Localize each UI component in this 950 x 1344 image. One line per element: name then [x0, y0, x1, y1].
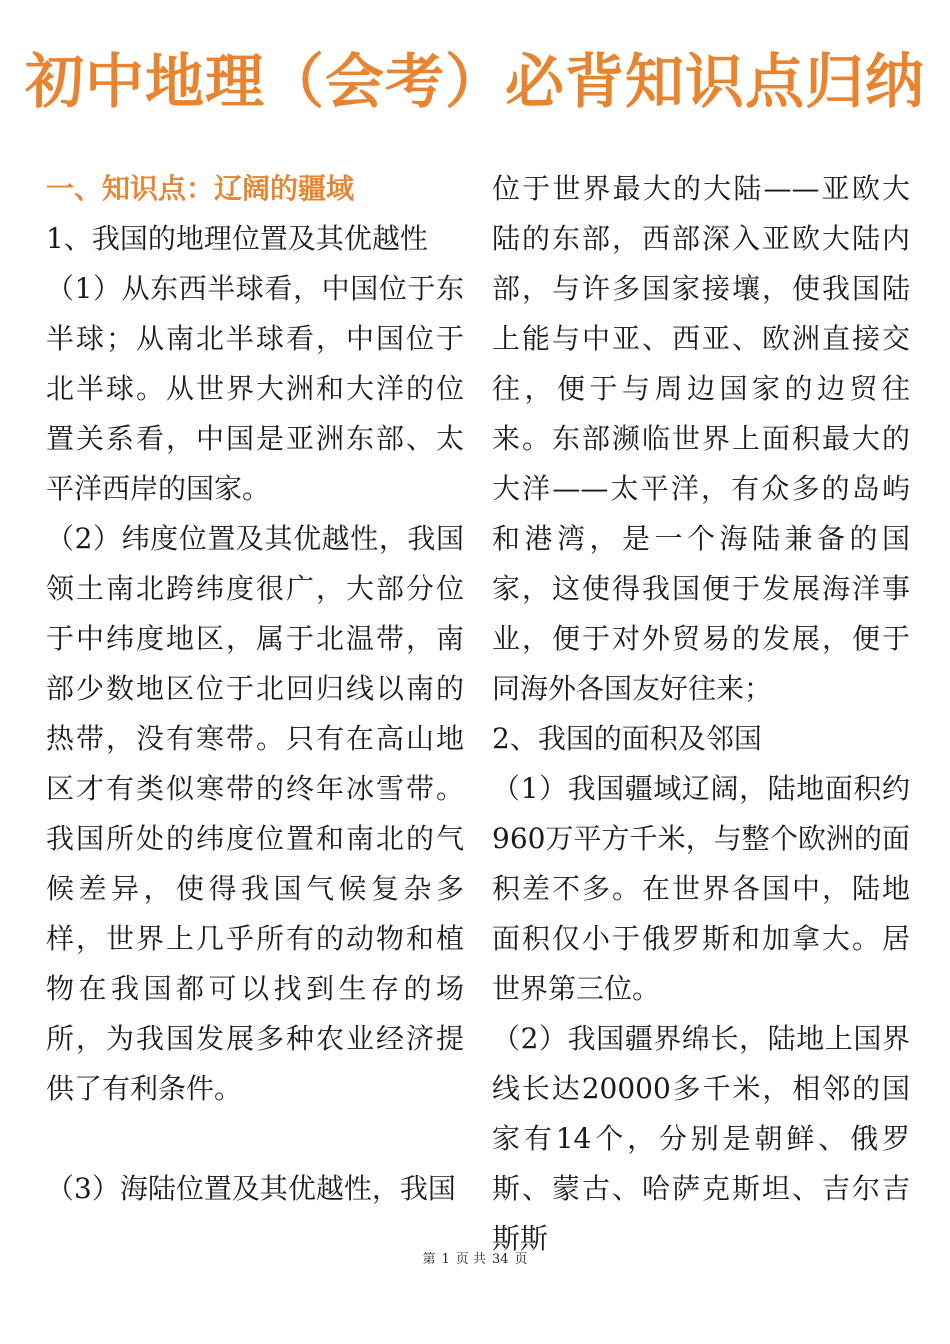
page-mid: 页 共 — [455, 1252, 486, 1267]
paragraph-2: （2）纬度位置及其优越性，我国领土南北跨纬度很广，大部分位于中纬度地区，属于北温带，南部少数地区位于北回归线以南的热带，没有寒带。只有在高山地区才有类似寒带的终年冰雪带。我国所处的纬度位置和南北的气候差异，使得我国气候复杂多样，世界上几乎所有的动物和植物在我国都可以找到生存的场所，为我国发展多种农业经济提供了有利条件。 — [46, 522, 464, 1105]
page-suffix: 页 — [514, 1252, 528, 1267]
item2-heading: 2、我国的面积及邻国 — [492, 722, 762, 755]
item1-heading: 1、我国的地理位置及其优越性 — [46, 222, 428, 255]
total-pages: 34 — [491, 1252, 509, 1267]
page-footer — [0, 1248, 950, 1267]
paragraph-3: （3）海陆位置及其优越性，我国 — [46, 1172, 456, 1205]
page-number: 1 — [441, 1252, 450, 1267]
paragraph-gap — [46, 1114, 464, 1164]
paragraph-4: （1）我国疆域辽阔，陆地面积约960万平方千米，与整个欧洲的面积差不多。在世界各国中，陆地面积仅小于俄罗斯和加拿大。居世界第三位。 — [492, 772, 910, 1005]
page-prefix: 第 — [422, 1252, 436, 1267]
paragraph-5: （2）我国疆界绵长，陆地上国界线长达20000多千米，相邻的国家有14个，分别是朝鲜、俄罗斯、蒙古、哈萨克斯坦、吉尔吉斯斯 — [492, 1022, 910, 1255]
section-heading: 一、知识点：辽阔的疆域 — [46, 172, 355, 205]
document-title: 初中地理（会考）必背知识点归纳 — [24, 47, 925, 116]
paragraph-1: （1）从东西半球看，中国位于东半球；从南北半球看，中国位于北半球。从世界大洲和大洋的位置关系看，中国是亚洲东部、太平洋西岸的国家。 — [46, 272, 464, 505]
left-column — [46, 164, 464, 1214]
paragraph-3-continued: 位于世界最大的大陆——亚欧大陆的东部，西部深入亚欧大陆内部，与许多国家接壤，使我国陆上能与中亚、西亚、欧洲直接交往，便于与周边国家的边贸往来。东部濒临世界上面积最大的大洋——太平洋，有众多的岛屿和港湾，是一个海陆兼备的国家，这使得我国便于发展海洋事业，便于对外贸易的发展，便于同海外各国友好往来； — [492, 172, 910, 705]
right-column — [492, 164, 910, 1264]
